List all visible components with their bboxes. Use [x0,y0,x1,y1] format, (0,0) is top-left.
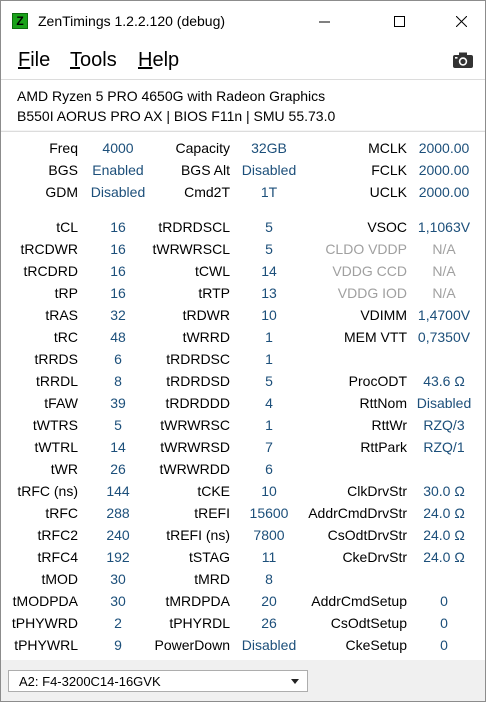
timing-label: tPHYWRL [14,637,78,653]
timing-value: 6 [114,351,122,367]
menu-file[interactable]: File [18,49,51,71]
timing-value: 2000.00 [418,140,470,156]
timing-label: tRFC (ns) [17,483,78,499]
timing-label: VSOC [367,219,407,235]
timing-label: Freq [49,140,78,156]
timing-value: 43.6 Ω [423,373,465,389]
timing-value: 8 [114,373,122,389]
timing-value: 1T [260,184,278,200]
timing-value: 30 [110,571,126,587]
timing-value: 0,7350V [417,329,471,345]
timing-value: Disabled [416,395,472,411]
timing-value: 1 [265,351,273,367]
timing-label: tRRDL [35,373,78,389]
timings-grid [1,132,485,660]
timing-label: tWTRS [32,417,78,433]
timing-value: 14 [110,439,126,455]
timing-value: 24.0 Ω [423,549,465,565]
timing-label: UCLK [369,184,407,200]
timing-label: tMRDPDA [165,593,230,609]
timing-value: 16 [110,241,126,257]
timing-value: 16 [110,285,126,301]
timing-label: VDDG IOD [337,285,407,301]
timing-value: 7800 [253,527,285,543]
timing-label: AddrCmdSetup [311,593,407,609]
timing-label: Cmd2T [184,184,230,200]
timing-value: N/A [432,263,456,279]
timing-label: tRCDWR [20,241,78,257]
close-icon [456,16,467,27]
timing-label: GDM [45,184,78,200]
timing-label: tRTP [198,285,230,301]
timing-label: CLDO VDDP [325,241,407,257]
timing-value: 2 [114,615,122,631]
menu-bar [1,41,485,79]
timing-value: 30 [110,593,126,609]
title-bar[interactable] [1,1,485,41]
maximize-button[interactable] [376,1,422,41]
timing-label: AddrCmdDrvStr [308,505,407,521]
timing-value: Disabled [241,162,297,178]
timing-label: tRDRDSC [166,351,230,367]
board-info: B550I AORUS PRO AX | BIOS F11n | SMU 55.73.0 [17,108,336,124]
timing-label: tRDRDSD [166,373,230,389]
timing-label: FCLK [371,162,407,178]
timing-label: tWRWRSCL [152,241,230,257]
timing-label: RttPark [360,439,407,455]
timing-value: 20 [261,593,277,609]
timing-value: N/A [432,241,456,257]
timing-value: 13 [261,285,277,301]
timing-label: tRFC4 [37,549,78,565]
timing-value: 11 [261,549,277,565]
timing-label: PowerDown [154,637,230,653]
timing-label: ClkDrvStr [347,483,407,499]
timing-value: 26 [110,461,126,477]
timing-label: Capacity [175,140,230,156]
timing-label: tRP [54,285,78,301]
timing-label: tCWL [195,263,230,279]
minimize-icon [319,16,330,27]
timing-label: tCKE [197,483,230,499]
dimm-selector-value: A2: F4-3200C14-16GVK [19,674,161,689]
camera-icon[interactable] [452,51,474,69]
timing-value: RZQ/3 [423,417,465,433]
timing-value: 32GB [251,140,287,156]
timing-label: RttWr [371,417,407,433]
window-title: ZenTimings 1.2.2.120 (debug) [38,13,226,29]
timing-value: 39 [110,395,126,411]
timing-value: 192 [106,549,130,565]
timing-label: tMOD [41,571,78,587]
timing-value: N/A [432,285,456,301]
timing-label: tRRDS [34,351,78,367]
timing-value: 1 [265,329,273,345]
timing-label: CsOdtSetup [330,615,407,631]
timing-label: tRDRDSCL [158,219,230,235]
timing-value: 24.0 Ω [423,527,465,543]
timing-label: tWR [50,461,78,477]
timing-label: tRC [53,329,78,345]
timing-label: tWRWRSC [160,417,230,433]
timing-label: CsOdtDrvStr [327,527,407,543]
timing-value: 4 [265,395,273,411]
timing-label: VDDG CCD [332,263,407,279]
timing-label: tWRWRDD [159,461,230,477]
timing-label: MEM VTT [344,329,407,345]
menu-tools[interactable]: Tools [70,49,117,71]
timing-value: 1,4700V [417,307,471,323]
timing-value: 7 [265,439,273,455]
bottom-bar [1,660,485,701]
timing-label: tMODPDA [12,593,78,609]
timing-value: 10 [261,483,277,499]
timing-label: tRDRDDD [165,395,230,411]
timing-label: tPHYWRD [11,615,78,631]
timing-value: 0 [440,637,448,653]
timing-value: 144 [106,483,130,499]
timing-value: 2000.00 [418,162,470,178]
zentimings-app-icon: Z [12,13,28,29]
timing-label: tRAS [45,307,78,323]
timing-value: 5 [114,417,122,433]
timing-value: 288 [106,505,130,521]
timing-value: RZQ/1 [423,439,465,455]
timing-value: 1,1063V [417,219,471,235]
timing-value: 16 [110,263,126,279]
timing-label: MCLK [368,140,407,156]
timing-label: CkeSetup [345,637,407,653]
timing-value: 240 [106,527,130,543]
timing-label: tRFC2 [37,527,78,543]
minimize-button[interactable] [301,1,347,41]
maximize-icon [394,16,405,27]
timing-label: tRCDRD [23,263,78,279]
timing-value: 2000.00 [418,184,470,200]
menu-help[interactable]: Help [138,49,180,71]
close-button[interactable] [438,1,484,41]
timing-value: Disabled [241,637,297,653]
timing-label: tREFI [194,505,230,521]
timing-label: tRDWR [182,307,230,323]
timing-value: 6 [265,461,273,477]
timing-label: ProcODT [348,373,407,389]
timing-value: Disabled [90,184,146,200]
timing-value: 14 [261,263,277,279]
timing-value: 5 [265,373,273,389]
timing-value: 8 [265,571,273,587]
timing-label: BGS Alt [180,162,230,178]
timing-label: tMRD [194,571,230,587]
timing-label: tREFI (ns) [166,527,230,543]
timing-value: 16 [110,219,126,235]
timing-value: 26 [261,615,277,631]
timing-value: 32 [110,307,126,323]
timing-label: tFAW [44,395,78,411]
timing-label: BGS [48,162,78,178]
timing-value: 48 [110,329,126,345]
timing-value: 5 [265,219,273,235]
timing-label: tWTRL [34,439,78,455]
timing-value: 0 [440,615,448,631]
timing-label: tCL [56,219,78,235]
timing-value: 24.0 Ω [423,505,465,521]
timing-value: 1 [265,417,273,433]
timing-label: tRFC [45,505,78,521]
timing-label: CkeDrvStr [342,549,407,565]
timing-label: tPHYRDL [169,615,230,631]
timing-label: tWRRD [182,329,230,345]
timing-label: RttNom [359,395,407,411]
timing-value: Enabled [92,162,144,178]
timing-value: 10 [261,307,277,323]
timing-value: 0 [440,593,448,609]
timing-value: 5 [265,241,273,257]
timing-label: VDIMM [360,307,407,323]
timing-value: 30.0 Ω [423,483,465,499]
timing-label: tSTAG [189,549,230,565]
timing-value: 4000 [102,140,134,156]
cpu-name: AMD Ryzen 5 PRO 4650G with Radeon Graphics [17,88,326,104]
timing-value: 15600 [249,505,289,521]
dimm-selector[interactable] [8,670,308,692]
timing-value: 9 [114,637,122,653]
system-info-panel [1,80,485,130]
timing-label: tWRWRSD [160,439,230,455]
chevron-down-icon [291,679,299,684]
